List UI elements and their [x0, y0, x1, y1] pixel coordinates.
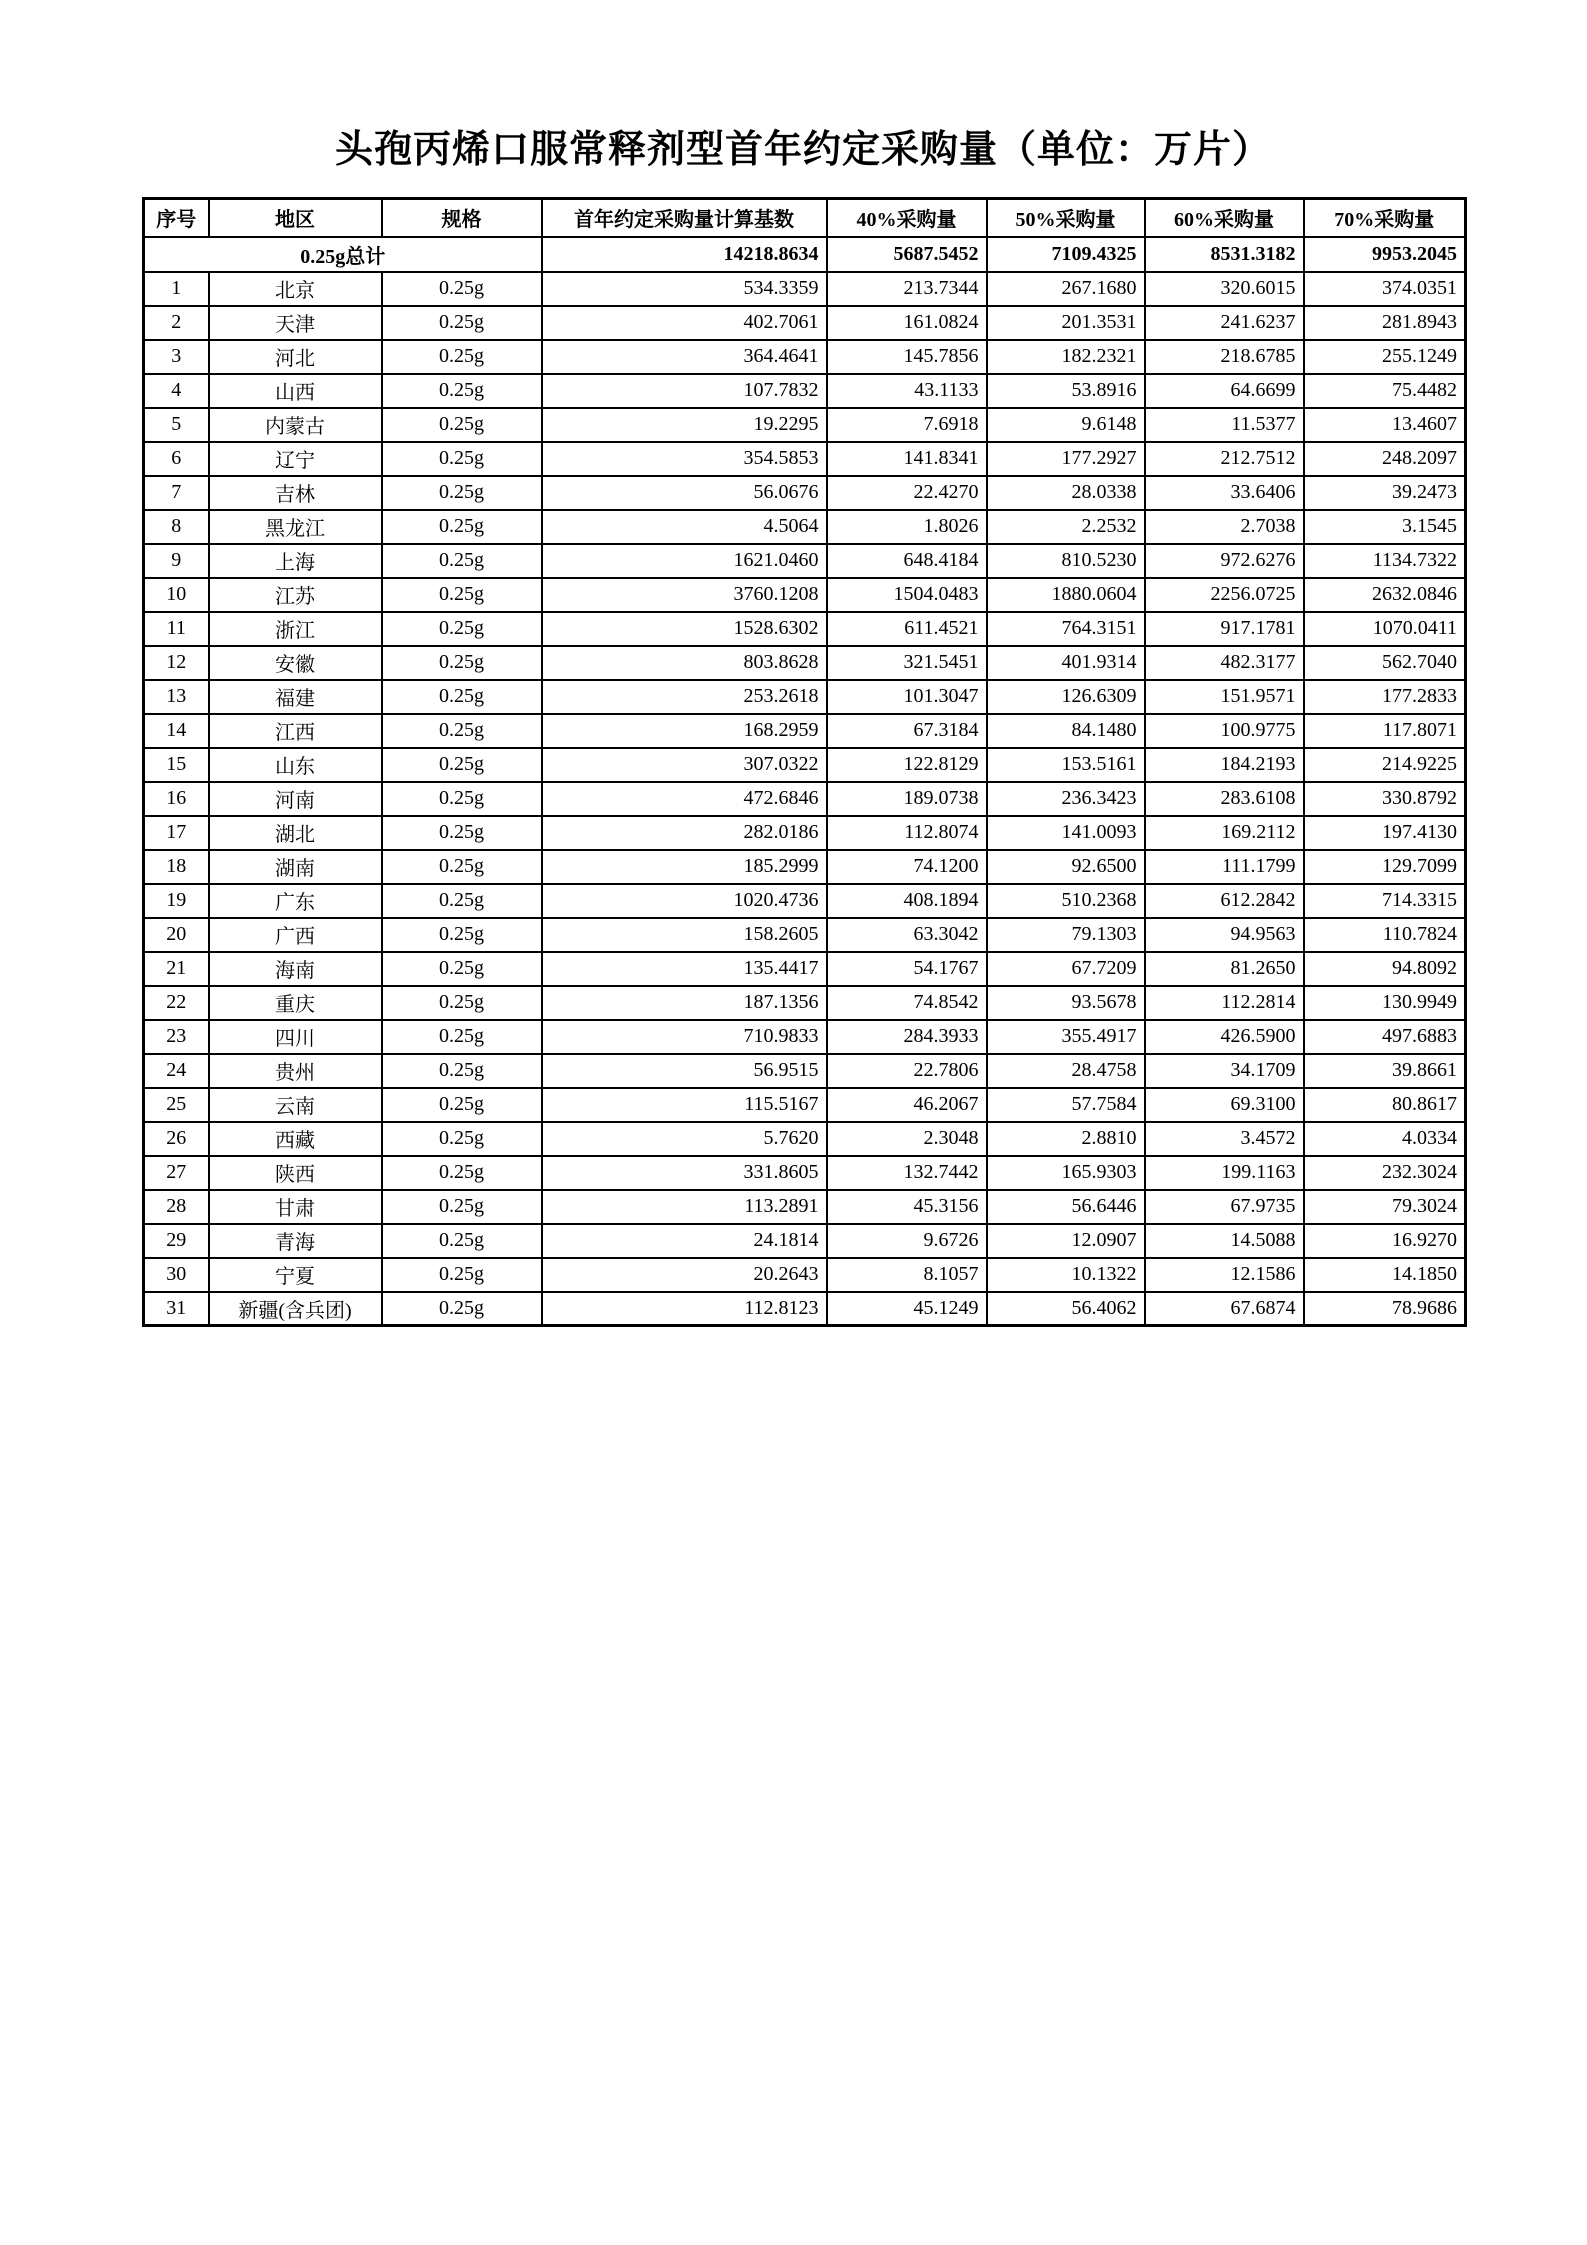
cell-no: 11	[144, 612, 209, 646]
cell-base: 331.8605	[542, 1156, 827, 1190]
table-row	[144, 1088, 1466, 1122]
column-header-p60: 60%采购量	[1145, 199, 1304, 237]
cell-base: 3760.1208	[542, 578, 827, 612]
cell-p70: 130.9949	[1304, 986, 1466, 1020]
page-title: 头孢丙烯口服常释剂型首年约定采购量（单位：万片）	[334, 129, 1271, 171]
cell-spec: 0.25g	[382, 714, 542, 748]
cell-p60: 917.1781	[1145, 612, 1304, 646]
table-row	[144, 476, 1466, 510]
cell-base: 5.7620	[542, 1122, 827, 1156]
table-row	[144, 1122, 1466, 1156]
table-row	[144, 1258, 1466, 1292]
cell-p40: 648.4184	[827, 544, 987, 578]
cell-p40: 74.8542	[827, 986, 987, 1020]
cell-p40: 284.3933	[827, 1020, 987, 1054]
cell-p60: 67.9735	[1145, 1190, 1304, 1224]
cell-p60: 67.6874	[1145, 1292, 1304, 1326]
cell-p60: 14.5088	[1145, 1224, 1304, 1258]
cell-region: 广东	[209, 884, 382, 918]
cell-no: 4	[144, 374, 209, 408]
column-header-p40: 40%采购量	[827, 199, 987, 237]
cell-region: 江西	[209, 714, 382, 748]
cell-p50: 165.9303	[987, 1156, 1145, 1190]
cell-region: 青海	[209, 1224, 382, 1258]
cell-p60: 64.6699	[1145, 374, 1304, 408]
table-row	[144, 1054, 1466, 1088]
cell-p40: 611.4521	[827, 612, 987, 646]
cell-p60: 11.5377	[1145, 408, 1304, 442]
cell-base: 24.1814	[542, 1224, 827, 1258]
cell-spec: 0.25g	[382, 646, 542, 680]
cell-base: 1528.6302	[542, 612, 827, 646]
cell-p70: 80.8617	[1304, 1088, 1466, 1122]
cell-p50: 12.0907	[987, 1224, 1145, 1258]
cell-p70: 39.8661	[1304, 1054, 1466, 1088]
cell-p50: 79.1303	[987, 918, 1145, 952]
table-row	[144, 1292, 1466, 1326]
cell-p60: 94.9563	[1145, 918, 1304, 952]
table-row	[144, 884, 1466, 918]
table-row	[144, 442, 1466, 476]
cell-p60: 241.6237	[1145, 306, 1304, 340]
cell-spec: 0.25g	[382, 884, 542, 918]
cell-p40: 189.0738	[827, 782, 987, 816]
cell-p40: 9.6726	[827, 1224, 987, 1258]
cell-spec: 0.25g	[382, 544, 542, 578]
cell-no: 25	[144, 1088, 209, 1122]
cell-region: 江苏	[209, 578, 382, 612]
cell-no: 12	[144, 646, 209, 680]
cell-p50: 56.6446	[987, 1190, 1145, 1224]
cell-p40: 161.0824	[827, 306, 987, 340]
cell-spec: 0.25g	[382, 612, 542, 646]
table-row	[144, 986, 1466, 1020]
cell-base: 282.0186	[542, 816, 827, 850]
cell-base: 534.3359	[542, 272, 827, 306]
column-header-p50: 50%采购量	[987, 199, 1145, 237]
table-row	[144, 918, 1466, 952]
cell-spec: 0.25g	[382, 1020, 542, 1054]
cell-p70: 14.1850	[1304, 1258, 1466, 1292]
cell-p50: 764.3151	[987, 612, 1145, 646]
cell-p50: 355.4917	[987, 1020, 1145, 1054]
cell-base: 168.2959	[542, 714, 827, 748]
cell-region: 云南	[209, 1088, 382, 1122]
cell-p70: 330.8792	[1304, 782, 1466, 816]
cell-p70: 497.6883	[1304, 1020, 1466, 1054]
table-row	[144, 1020, 1466, 1054]
cell-p40: 101.3047	[827, 680, 987, 714]
cell-base: 107.7832	[542, 374, 827, 408]
cell-p60: 482.3177	[1145, 646, 1304, 680]
cell-no: 31	[144, 1292, 209, 1326]
cell-base: 307.0322	[542, 748, 827, 782]
table-row	[144, 374, 1466, 408]
cell-p40: 7.6918	[827, 408, 987, 442]
table-row	[144, 714, 1466, 748]
cell-region: 河北	[209, 340, 382, 374]
table-row	[144, 680, 1466, 714]
cell-region: 宁夏	[209, 1258, 382, 1292]
cell-p70: 94.8092	[1304, 952, 1466, 986]
cell-spec: 0.25g	[382, 986, 542, 1020]
cell-region: 辽宁	[209, 442, 382, 476]
cell-p60: 972.6276	[1145, 544, 1304, 578]
total-p70: 9953.2045	[1304, 237, 1466, 272]
cell-p40: 8.1057	[827, 1258, 987, 1292]
cell-p70: 232.3024	[1304, 1156, 1466, 1190]
cell-no: 8	[144, 510, 209, 544]
cell-region: 西藏	[209, 1122, 382, 1156]
cell-no: 13	[144, 680, 209, 714]
cell-region: 广西	[209, 918, 382, 952]
cell-base: 364.4641	[542, 340, 827, 374]
table-row	[144, 782, 1466, 816]
cell-p50: 141.0093	[987, 816, 1145, 850]
total-p60: 8531.3182	[1145, 237, 1304, 272]
cell-no: 3	[144, 340, 209, 374]
cell-spec: 0.25g	[382, 476, 542, 510]
cell-p60: 69.3100	[1145, 1088, 1304, 1122]
cell-p50: 56.4062	[987, 1292, 1145, 1326]
cell-p60: 81.2650	[1145, 952, 1304, 986]
cell-p50: 510.2368	[987, 884, 1145, 918]
table-row	[144, 850, 1466, 884]
cell-spec: 0.25g	[382, 1190, 542, 1224]
cell-p50: 201.3531	[987, 306, 1145, 340]
cell-no: 15	[144, 748, 209, 782]
cell-base: 115.5167	[542, 1088, 827, 1122]
cell-spec: 0.25g	[382, 1224, 542, 1258]
cell-p50: 267.1680	[987, 272, 1145, 306]
table-row	[144, 340, 1466, 374]
column-header-base: 首年约定采购量计算基数	[542, 199, 827, 237]
cell-p40: 321.5451	[827, 646, 987, 680]
cell-no: 23	[144, 1020, 209, 1054]
cell-base: 253.2618	[542, 680, 827, 714]
total-p40: 5687.5452	[827, 237, 987, 272]
cell-region: 贵州	[209, 1054, 382, 1088]
cell-p70: 714.3315	[1304, 884, 1466, 918]
table-row	[144, 578, 1466, 612]
cell-base: 4.5064	[542, 510, 827, 544]
cell-p50: 126.6309	[987, 680, 1145, 714]
cell-spec: 0.25g	[382, 442, 542, 476]
cell-spec: 0.25g	[382, 374, 542, 408]
cell-p70: 78.9686	[1304, 1292, 1466, 1326]
total-p50: 7109.4325	[987, 237, 1145, 272]
cell-p40: 22.7806	[827, 1054, 987, 1088]
cell-spec: 0.25g	[382, 1292, 542, 1326]
table-body	[144, 237, 1466, 1326]
cell-p50: 10.1322	[987, 1258, 1145, 1292]
cell-p70: 197.4130	[1304, 816, 1466, 850]
cell-p70: 4.0334	[1304, 1122, 1466, 1156]
cell-base: 112.8123	[542, 1292, 827, 1326]
cell-p40: 132.7442	[827, 1156, 987, 1190]
cell-p50: 57.7584	[987, 1088, 1145, 1122]
cell-spec: 0.25g	[382, 680, 542, 714]
cell-spec: 0.25g	[382, 272, 542, 306]
table-row	[144, 816, 1466, 850]
cell-p40: 43.1133	[827, 374, 987, 408]
cell-p60: 112.2814	[1145, 986, 1304, 1020]
cell-no: 21	[144, 952, 209, 986]
cell-p50: 93.5678	[987, 986, 1145, 1020]
table-row	[144, 510, 1466, 544]
cell-p50: 67.7209	[987, 952, 1145, 986]
cell-p40: 54.1767	[827, 952, 987, 986]
cell-p70: 1134.7322	[1304, 544, 1466, 578]
cell-p70: 13.4607	[1304, 408, 1466, 442]
table-row	[144, 272, 1466, 306]
cell-no: 14	[144, 714, 209, 748]
total-label: 0.25g总计	[144, 237, 542, 272]
cell-spec: 0.25g	[382, 340, 542, 374]
cell-p70: 110.7824	[1304, 918, 1466, 952]
cell-base: 113.2891	[542, 1190, 827, 1224]
cell-base: 1020.4736	[542, 884, 827, 918]
cell-region: 上海	[209, 544, 382, 578]
cell-p60: 3.4572	[1145, 1122, 1304, 1156]
cell-p40: 145.7856	[827, 340, 987, 374]
cell-p60: 218.6785	[1145, 340, 1304, 374]
cell-no: 30	[144, 1258, 209, 1292]
cell-spec: 0.25g	[382, 918, 542, 952]
table-row	[144, 612, 1466, 646]
cell-p70: 1070.0411	[1304, 612, 1466, 646]
table-row	[144, 952, 1466, 986]
cell-p40: 63.3042	[827, 918, 987, 952]
cell-base: 158.2605	[542, 918, 827, 952]
cell-p70: 374.0351	[1304, 272, 1466, 306]
cell-region: 吉林	[209, 476, 382, 510]
cell-region: 海南	[209, 952, 382, 986]
cell-base: 56.0676	[542, 476, 827, 510]
cell-spec: 0.25g	[382, 1054, 542, 1088]
column-header-no: 序号	[144, 199, 209, 237]
cell-p40: 213.7344	[827, 272, 987, 306]
cell-no: 27	[144, 1156, 209, 1190]
cell-p50: 84.1480	[987, 714, 1145, 748]
cell-no: 20	[144, 918, 209, 952]
cell-p70: 79.3024	[1304, 1190, 1466, 1224]
cell-p70: 2632.0846	[1304, 578, 1466, 612]
table-row	[144, 408, 1466, 442]
cell-p70: 255.1249	[1304, 340, 1466, 374]
column-header-spec: 规格	[382, 199, 542, 237]
cell-region: 天津	[209, 306, 382, 340]
table-row	[144, 544, 1466, 578]
cell-p70: 75.4482	[1304, 374, 1466, 408]
column-header-p70: 70%采购量	[1304, 199, 1466, 237]
cell-spec: 0.25g	[382, 306, 542, 340]
cell-p50: 28.4758	[987, 1054, 1145, 1088]
table-row	[144, 748, 1466, 782]
cell-p40: 67.3184	[827, 714, 987, 748]
cell-base: 56.9515	[542, 1054, 827, 1088]
cell-p70: 248.2097	[1304, 442, 1466, 476]
cell-region: 北京	[209, 272, 382, 306]
column-header-region: 地区	[209, 199, 382, 237]
cell-p70: 281.8943	[1304, 306, 1466, 340]
table-row	[144, 1190, 1466, 1224]
cell-region: 福建	[209, 680, 382, 714]
cell-p40: 45.1249	[827, 1292, 987, 1326]
cell-spec: 0.25g	[382, 782, 542, 816]
cell-p70: 214.9225	[1304, 748, 1466, 782]
cell-base: 710.9833	[542, 1020, 827, 1054]
cell-spec: 0.25g	[382, 510, 542, 544]
cell-p40: 74.1200	[827, 850, 987, 884]
cell-p60: 2256.0725	[1145, 578, 1304, 612]
cell-p70: 3.1545	[1304, 510, 1466, 544]
cell-p40: 22.4270	[827, 476, 987, 510]
cell-no: 5	[144, 408, 209, 442]
cell-region: 甘肃	[209, 1190, 382, 1224]
cell-base: 402.7061	[542, 306, 827, 340]
cell-base: 1621.0460	[542, 544, 827, 578]
procurement-table	[142, 197, 1467, 1327]
cell-p50: 182.2321	[987, 340, 1145, 374]
cell-p50: 1880.0604	[987, 578, 1145, 612]
cell-p60: 320.6015	[1145, 272, 1304, 306]
cell-p60: 612.2842	[1145, 884, 1304, 918]
cell-base: 135.4417	[542, 952, 827, 986]
cell-spec: 0.25g	[382, 408, 542, 442]
cell-p50: 9.6148	[987, 408, 1145, 442]
cell-no: 16	[144, 782, 209, 816]
cell-p40: 46.2067	[827, 1088, 987, 1122]
cell-spec: 0.25g	[382, 1122, 542, 1156]
cell-region: 新疆(含兵团)	[209, 1292, 382, 1326]
table-row	[144, 646, 1466, 680]
cell-p60: 169.2112	[1145, 816, 1304, 850]
cell-p70: 16.9270	[1304, 1224, 1466, 1258]
cell-p50: 177.2927	[987, 442, 1145, 476]
cell-region: 湖北	[209, 816, 382, 850]
cell-region: 山西	[209, 374, 382, 408]
cell-no: 6	[144, 442, 209, 476]
table-header-row	[144, 199, 1466, 237]
cell-region: 山东	[209, 748, 382, 782]
cell-region: 重庆	[209, 986, 382, 1020]
cell-region: 浙江	[209, 612, 382, 646]
cell-p60: 184.2193	[1145, 748, 1304, 782]
cell-no: 1	[144, 272, 209, 306]
cell-p70: 129.7099	[1304, 850, 1466, 884]
cell-base: 187.1356	[542, 986, 827, 1020]
cell-spec: 0.25g	[382, 1156, 542, 1190]
cell-spec: 0.25g	[382, 578, 542, 612]
total-base: 14218.8634	[542, 237, 827, 272]
cell-spec: 0.25g	[382, 952, 542, 986]
cell-p40: 408.1894	[827, 884, 987, 918]
cell-p50: 92.6500	[987, 850, 1145, 884]
cell-p50: 2.8810	[987, 1122, 1145, 1156]
cell-p50: 401.9314	[987, 646, 1145, 680]
cell-no: 10	[144, 578, 209, 612]
cell-p60: 283.6108	[1145, 782, 1304, 816]
cell-p70: 177.2833	[1304, 680, 1466, 714]
cell-p50: 2.2532	[987, 510, 1145, 544]
cell-region: 陕西	[209, 1156, 382, 1190]
cell-region: 安徽	[209, 646, 382, 680]
cell-p40: 112.8074	[827, 816, 987, 850]
table-row	[144, 1156, 1466, 1190]
cell-base: 185.2999	[542, 850, 827, 884]
cell-region: 河南	[209, 782, 382, 816]
cell-p40: 45.3156	[827, 1190, 987, 1224]
cell-no: 19	[144, 884, 209, 918]
cell-p50: 153.5161	[987, 748, 1145, 782]
cell-no: 18	[144, 850, 209, 884]
cell-p40: 122.8129	[827, 748, 987, 782]
cell-p60: 100.9775	[1145, 714, 1304, 748]
cell-base: 20.2643	[542, 1258, 827, 1292]
cell-no: 2	[144, 306, 209, 340]
cell-no: 29	[144, 1224, 209, 1258]
cell-region: 黑龙江	[209, 510, 382, 544]
cell-no: 7	[144, 476, 209, 510]
cell-spec: 0.25g	[382, 850, 542, 884]
cell-p60: 151.9571	[1145, 680, 1304, 714]
cell-p60: 199.1163	[1145, 1156, 1304, 1190]
cell-p40: 1.8026	[827, 510, 987, 544]
cell-p50: 53.8916	[987, 374, 1145, 408]
table-row	[144, 1224, 1466, 1258]
cell-spec: 0.25g	[382, 1258, 542, 1292]
cell-base: 19.2295	[542, 408, 827, 442]
cell-no: 28	[144, 1190, 209, 1224]
cell-p60: 212.7512	[1145, 442, 1304, 476]
cell-p50: 810.5230	[987, 544, 1145, 578]
cell-no: 26	[144, 1122, 209, 1156]
cell-spec: 0.25g	[382, 748, 542, 782]
cell-p70: 39.2473	[1304, 476, 1466, 510]
cell-p70: 562.7040	[1304, 646, 1466, 680]
table-row	[144, 306, 1466, 340]
cell-p50: 236.3423	[987, 782, 1145, 816]
cell-base: 803.8628	[542, 646, 827, 680]
cell-p60: 426.5900	[1145, 1020, 1304, 1054]
cell-region: 四川	[209, 1020, 382, 1054]
cell-p60: 111.1799	[1145, 850, 1304, 884]
cell-no: 17	[144, 816, 209, 850]
cell-p40: 1504.0483	[827, 578, 987, 612]
cell-base: 472.6846	[542, 782, 827, 816]
cell-region: 内蒙古	[209, 408, 382, 442]
cell-no: 24	[144, 1054, 209, 1088]
cell-p60: 33.6406	[1145, 476, 1304, 510]
cell-no: 22	[144, 986, 209, 1020]
cell-p60: 34.1709	[1145, 1054, 1304, 1088]
cell-p60: 2.7038	[1145, 510, 1304, 544]
total-row	[144, 237, 1466, 272]
cell-p70: 117.8071	[1304, 714, 1466, 748]
cell-spec: 0.25g	[382, 816, 542, 850]
cell-spec: 0.25g	[382, 1088, 542, 1122]
cell-p40: 141.8341	[827, 442, 987, 476]
cell-no: 9	[144, 544, 209, 578]
cell-base: 354.5853	[542, 442, 827, 476]
cell-p40: 2.3048	[827, 1122, 987, 1156]
cell-region: 湖南	[209, 850, 382, 884]
cell-p50: 28.0338	[987, 476, 1145, 510]
cell-p60: 12.1586	[1145, 1258, 1304, 1292]
